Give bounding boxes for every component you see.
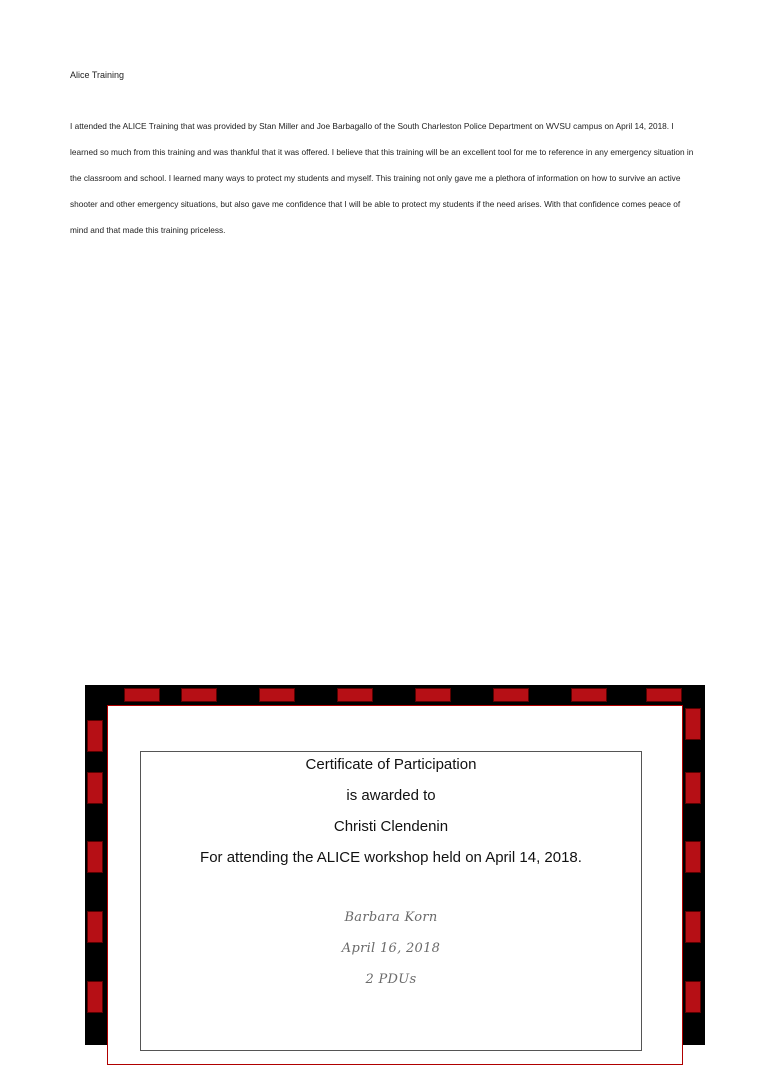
border-segment-top <box>260 689 294 701</box>
certificate-signer: Barbara Korn <box>344 910 438 925</box>
border-segment-right <box>686 773 700 803</box>
certificate-content-box <box>140 751 642 1051</box>
border-segment-top <box>338 689 372 701</box>
border-segment-right <box>686 709 700 739</box>
document-body <box>70 113 695 243</box>
certificate-recipient: Christi Clendenin <box>333 818 449 835</box>
certificate-reason: For attending the ALICE workshop held on April 14, 2018. <box>200 849 582 866</box>
border-segment-top <box>182 689 216 701</box>
border-segment-right <box>686 842 700 872</box>
border-segment-top <box>125 689 159 701</box>
border-segment-top <box>494 689 528 701</box>
border-segment-top <box>647 689 681 701</box>
certificate-heading: Certificate of Participation <box>305 756 477 773</box>
document-title: Alice Training <box>70 70 125 80</box>
certificate-credits: 2 PDUs <box>365 972 417 987</box>
border-segment-right <box>686 912 700 942</box>
border-segment-right <box>686 982 700 1012</box>
border-segment-left <box>88 721 102 751</box>
border-segment-left <box>88 982 102 1012</box>
border-segment-left <box>88 842 102 872</box>
body-paragraph: I attended the ALICE Training that was provided by Stan Miller and Joe Barbagallo of the South Charleston Police Department on WVSU campus on April 14, 2018. I learned so much from this training and was thankful that it was offered. I believe that this training will be an excellent tool for me to reference in any emergency situation in the classroom and school. I learned many ways to protect my students and myself. This training not only gave me a plethora of information on how to survive an active shooter and other emergency situations, but also gave me confidence that I will be able to protect my students if the need arises. With that confidence comes peace of mind and that made this training priceless. <box>70 121 694 235</box>
certificate-date: April 16, 2018 <box>341 941 441 956</box>
border-segment-top <box>416 689 450 701</box>
border-segment-top <box>572 689 606 701</box>
border-segment-left <box>88 912 102 942</box>
certificate-awarded-line: is awarded to <box>346 787 436 804</box>
border-segment-left <box>88 773 102 803</box>
